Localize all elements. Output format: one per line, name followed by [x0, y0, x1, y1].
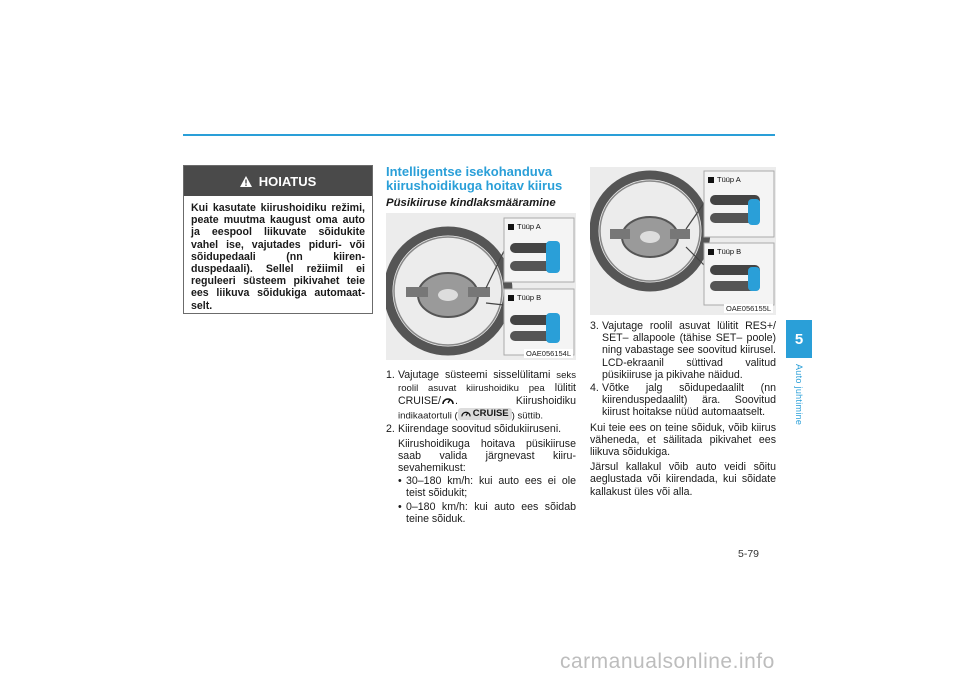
chapter-title: Auto juhtimine	[794, 364, 804, 426]
figure-code: OAE056154L	[525, 349, 571, 358]
step-2: 2. Kiirendage soovitud sõidukiiruseni.	[386, 423, 562, 436]
warning-box	[183, 165, 373, 314]
chapter-tab: 5	[786, 320, 812, 358]
cruise-speedometer-icon	[442, 395, 454, 406]
steering-wheel-figure-1	[386, 213, 576, 360]
steps-column-middle	[386, 369, 576, 525]
cruise-indicator: CRUISE	[458, 408, 512, 420]
type-b-label: Tüüp B	[708, 247, 741, 256]
square-icon	[508, 295, 514, 301]
speed-range-item: • 30–180 km/h: kui auto ees ei ole teist sõidukit;	[398, 475, 576, 500]
speed-range-item: • 0–180 km/h: kui auto ees sõidab teine sõiduk.	[398, 500, 576, 525]
warning-title: HOIATUS	[258, 173, 317, 189]
cruise-speedometer-icon	[461, 409, 471, 418]
square-icon	[708, 249, 714, 255]
step-2-detail: Kiirushoidikuga hoitava püsikiiruse saab valida järgnevast kiirusevahemikust:	[398, 437, 576, 475]
type-a-label: Tüüp A	[708, 175, 741, 184]
warning-triangle-icon	[240, 176, 252, 187]
watermark: carmanualsonline.info	[560, 650, 775, 673]
steering-wheel-illustration	[386, 213, 576, 360]
section-subtitle: Püsikiiruse kindlaksmääramine	[386, 197, 556, 209]
step-3: 3. Vajutage roolil asuvat lülitit RES+/ SET– allapoole (tähise SET– poole) ning vabastage see soovitud kiirusel. LCD-ekraanil süttivad valitud püsikiiruse ja pikivahe näidud.	[590, 320, 776, 381]
warning-text: Kui kasutate kiirushoidiku režimi, peate muutma kaugust oma auto ja eespool liikuvate sõidukite vahel ise, vajutades piduri- või sõidupedaali (nn kiirenduspedaali). Sellel režiimil ei reguleeri süsteem pikivahet teie ees liikuva sõidukiga automaatselt.	[191, 202, 365, 312]
figure-code: OAE056155L	[725, 304, 771, 313]
step-4: 4. Võtke jalg sõidupedaalilt (nn kiirenduspedaalilt) ära. Soovitud kiirust hoitakse nüüd automaatselt.	[590, 382, 776, 419]
step-1: 1. Vajutage süsteemi sisselülitami seks roolil asuvat kiirushoidiku pea lülitit CRUISE/ . Kiirushoidiku indikaatortuli ( CRUISE ) süttib.	[386, 369, 576, 422]
section-title: Intelligentse isekohanduva kiirushoidikuga hoitav kiirus	[386, 164, 563, 193]
steering-wheel-illustration	[590, 167, 776, 315]
steering-wheel-figure-2	[590, 167, 776, 315]
warning-header	[184, 166, 372, 196]
square-icon	[508, 224, 514, 230]
note-paragraph: Kui teie ees on teine sõiduk, võib kiirus väheneda, et säilitada pikivahet ees liikuva sõidukiga.	[590, 421, 776, 459]
square-icon	[708, 177, 714, 183]
note-paragraph: Järsul kallakul võib auto veidi sõitu aeglustada või kiirendada, kui sõidate kallakust üles või alla.	[590, 461, 776, 498]
page-number: 5-79	[738, 548, 760, 560]
top-rule	[183, 134, 775, 136]
type-b-label: Tüüp B	[508, 293, 541, 302]
type-a-label: Tüüp A	[508, 222, 541, 231]
steps-column-right	[590, 320, 776, 498]
